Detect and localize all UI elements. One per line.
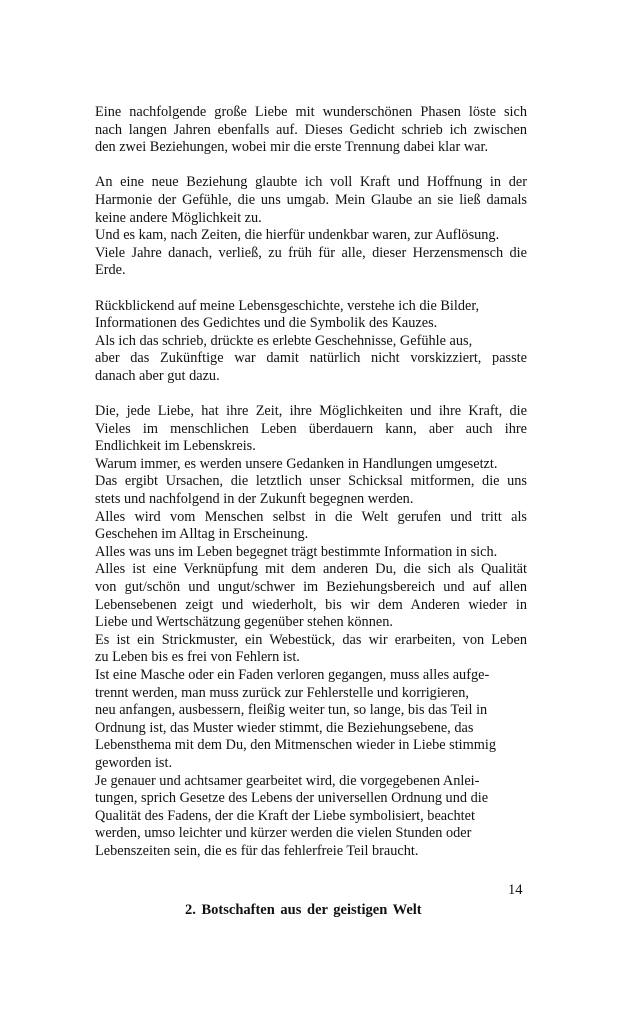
text-line: Liebe und Wertschätzung gegenüber stehen können. <box>95 614 393 631</box>
text-line: keine andere Möglichkeit zu. <box>95 209 262 226</box>
text-line: Lebensebenen zeigt und wiederholt, bis wir dem Anderen wieder in <box>95 596 527 613</box>
text-line: Eine nachfolgende große Liebe mit wunderschönen Phasen löste sich <box>95 104 527 120</box>
text-line: Es ist ein Strickmuster, ein Webestück, das wir erarbeiten, von Leben <box>95 631 527 648</box>
text-line: Und es kam, nach Zeiten, die hierfür undenkbar waren, zur Auflösung. <box>95 227 500 244</box>
text-line: Viele Jahre danach, verließ, zu früh für alle, dieser Herzensmensch die <box>95 244 527 261</box>
text-line: Alles was uns im Leben begegnet trägt bestimmte Information in sich. <box>95 543 498 560</box>
text-line: trennt werden, man muss zurück zur Fehlerstelle und korrigieren, <box>95 684 469 701</box>
paragraph <box>95 174 527 280</box>
text-line: Alles ist eine Verknüpfung mit dem anderen Du, die sich als Qualität <box>95 561 527 578</box>
text-line: den zwei Beziehungen, wobei mir die erste Trennung dabei klar war. <box>95 139 489 156</box>
paragraph-gap <box>95 157 527 175</box>
paragraph <box>95 403 527 860</box>
text-line: Warum immer, es werden unsere Gedanken in Handlungen umgesetzt. <box>95 455 498 472</box>
text-line: Ordnung ist, das Muster wieder stimmt, die Beziehungsebene, das <box>95 719 474 736</box>
text-line: Erde. <box>95 262 126 279</box>
text-line: werden, umso leichter und kürzer werden die vielen Stunden oder <box>95 825 472 842</box>
text-line: zu Leben bis es frei von Fehlern ist. <box>95 649 300 666</box>
text-line: Rückblickend auf meine Lebensgeschichte, verstehe ich die Bilder, <box>95 297 480 314</box>
text-line: neu anfangen, ausbessern, fleißig weiter tun, so lange, bis das Teil in <box>95 702 488 719</box>
text-line: stets und nachfolgend in der Zukunft begegnen werden. <box>95 491 414 508</box>
text-line: Lebensthema mit dem Du, den Mitmenschen wieder in Liebe stimmig <box>95 737 497 754</box>
paragraph <box>95 104 527 157</box>
text-line: Harmonie der Gefühle, die uns umgab. Mein Glaube an sie ließ damals <box>95 191 527 208</box>
paragraph-gap <box>95 386 527 404</box>
paragraph <box>95 298 527 386</box>
text-line: Qualität des Fadens, der die Kraft der Liebe symbolisiert, beachtet <box>95 807 475 824</box>
text-line: Das ergibt Ursachen, die letztlich unser Schicksal mitformen, die uns <box>95 473 527 490</box>
text-line: danach aber gut dazu. <box>95 367 220 384</box>
text-line: Ist eine Masche oder ein Faden verloren gegangen, muss alles aufge- <box>95 667 490 683</box>
text-line: aber das Zukünftige war damit natürlich nicht vorskizziert, passte <box>95 350 527 367</box>
page-number: 14 <box>508 882 523 898</box>
paragraph-gap <box>95 280 527 298</box>
page-body <box>95 104 527 861</box>
text-line: Die, jede Liebe, hat ihre Zeit, ihre Möglichkeiten und ihre Kraft, die <box>95 403 527 420</box>
text-line: Informationen des Gedichtes und die Symbolik des Kauzes. <box>95 315 438 332</box>
text-line: Als ich das schrieb, drückte es erlebte Geschehnisse, Gefühle aus, <box>95 332 473 349</box>
text-line: von gut/schön und ungut/schwer im Beziehungsbereich und auf allen <box>95 579 527 596</box>
text-line: Lebenszeiten sein, die es für das fehlerfreie Teil braucht. <box>95 842 419 859</box>
text-line: nach langen Jahren ebenfalls auf. Dieses Gedicht schrieb ich zwischen <box>95 121 527 138</box>
section-heading: 2. Botschaften aus der geistigen Welt <box>185 902 422 918</box>
text-line: Je genauer und achtsamer gearbeitet wird, die vorgegebenen Anlei- <box>95 772 480 789</box>
text-line: Vieles im menschlichen Leben überdauern kann, aber auch ihre <box>95 420 527 437</box>
text-line: Geschehen im Alltag in Erscheinung. <box>95 526 309 543</box>
text-line: Endlichkeit im Lebenskreis. <box>95 438 256 455</box>
text-line: geworden ist. <box>95 754 173 771</box>
text-line: Alles wird vom Menschen selbst in die Welt gerufen und tritt als <box>95 508 527 525</box>
text-line: An eine neue Beziehung glaubte ich voll Kraft und Hoffnung in der <box>95 174 527 191</box>
text-line: tungen, sprich Gesetze des Lebens der universellen Ordnung und die <box>95 790 489 807</box>
